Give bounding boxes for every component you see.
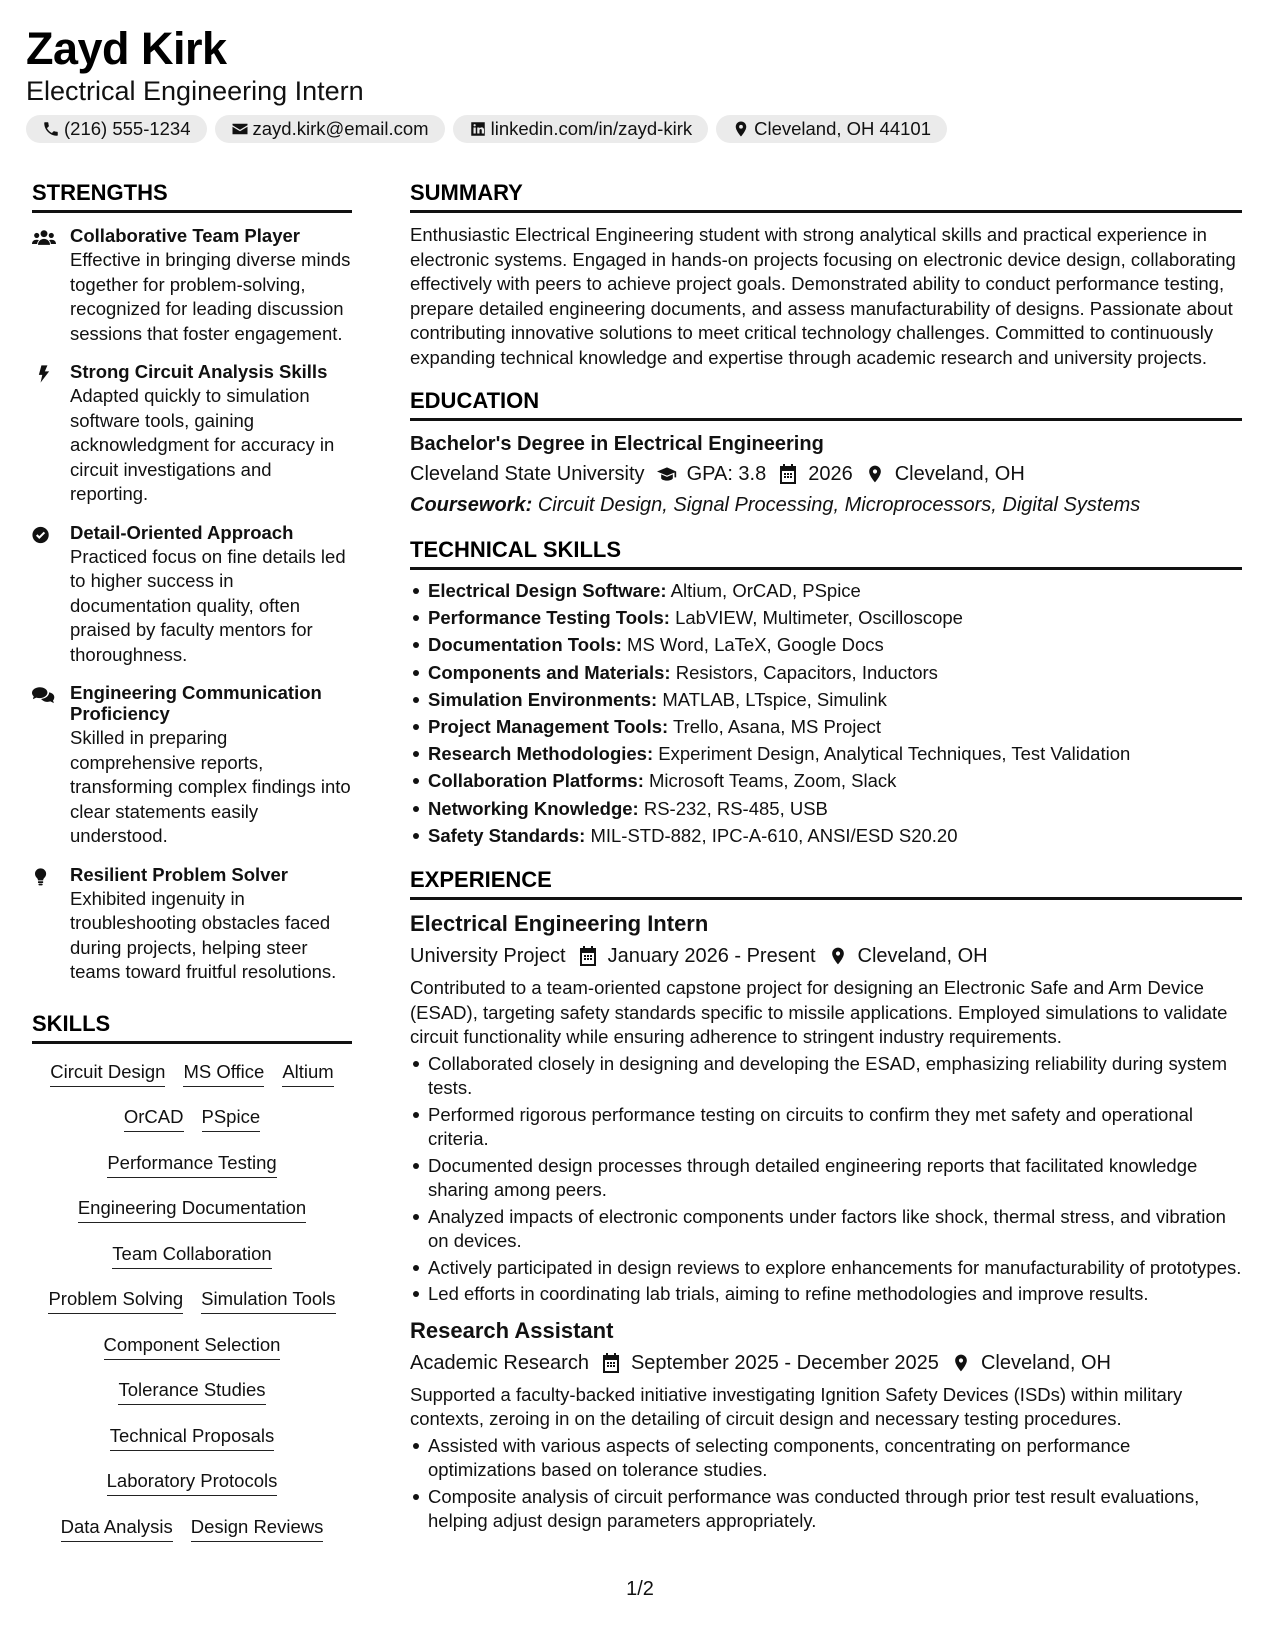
job-meta [410,1349,1242,1377]
tech-skill-item [410,577,1242,604]
job-bullet: Documented design processes through detailed engineering reports that facilitated knowledge sharing among peers. [410,1154,1242,1203]
job-location: Cleveland, OH [857,945,988,968]
right-column [410,180,1242,1536]
job-bullets [410,1434,1242,1534]
skill-chip: Tolerance Studies [118,1379,265,1405]
summary-text: Enthusiastic Electrical Engineering student with strong analytical skills and practical experience in electronic systems. Engaged in hands-on projects focusing on electronic device design, collaborating effectively with peers to achieve project goals. Demonstrated ability to conduct performance testing, prepare detailed engineering documents, and assess manufacturability of designs. Passionate about contributing innovative solutions to meet critical technology challenges. Committed to continuously expanding technical knowledge and expertise through academic research and university projects. [410,224,1236,368]
tech-skill-label: Networking Knowledge: [428,797,639,819]
tech-skill-value: Trello, Asana, MS Project [673,716,882,738]
skill-chip: Performance Testing [107,1152,276,1178]
skill-chip: OrCAD [124,1106,184,1132]
tech-skill-label: Electrical Design Software: [428,580,667,601]
tech-skill-value: RS-232, RS-485, USB [643,797,828,819]
linkedin-icon [469,120,487,138]
strength-desc: Adapted quickly to simulation software tools, gaining acknowledgment for accuracy in circuit investigations and reporting. [70,385,335,504]
strengths-list [32,225,352,985]
resume-header [26,22,1256,143]
tech-skill-label: Project Management Tools: [428,716,669,738]
skills-row [32,1325,352,1371]
tech-skill-item [410,767,1242,794]
technical-skills-list [410,577,1242,849]
job-bullet: Analyzed impacts of electronic components under factors like shock, thermal stress, and vibration on devices. [410,1205,1242,1254]
tech-skill-item [410,740,1242,767]
contact-email [215,115,445,143]
tech-skill-value: Resistors, Capacitors, Inductors [675,661,938,683]
job-bullet: Actively participated in design reviews to explore enhancements for manufacturability of prototypes. [410,1256,1242,1281]
strength-desc: Skilled in preparing comprehensive reports, transforming complex findings into clear statements easily understood. [70,727,351,846]
skill-chip: Technical Proposals [110,1425,275,1451]
skill-chip: Design Reviews [191,1516,324,1542]
tech-skill-item [410,604,1242,631]
strengths-heading: STRENGTHS [32,180,352,213]
education-meta [410,460,1242,488]
page-number: 1/2 [626,1578,654,1600]
job-org: University Project [410,945,566,968]
calendar-icon [578,946,598,966]
tech-skill-value: LabVIEW, Multimeter, Oscilloscope [675,607,963,629]
location-pin-icon [951,1353,971,1373]
technical-skills-heading: TECHNICAL SKILLS [410,537,1242,570]
check-circle-icon [32,525,56,545]
skill-chip: Engineering Documentation [78,1197,306,1223]
strength-desc: Practiced focus on fine details led to higher success in documentation quality, often praised by faculty mentors for thoroughness. [70,545,346,665]
contact-location [716,115,947,143]
job-bullet: Led efforts in coordinating lab trials, aiming to refine methodologies and improve results. [410,1282,1242,1307]
coursework-text: Circuit Design, Signal Processing, Microprocessors, Digital Systems [537,494,1141,516]
job-title: Electrical Engineering Intern [410,911,709,937]
tech-skill-label: Collaboration Platforms: [428,770,644,792]
tech-skill-value: Experiment Design, Analytical Techniques, Test Validation [658,743,1131,765]
location-pin-icon [828,946,848,966]
contact-phone [26,115,207,143]
job-bullet: Composite analysis of circuit performance was conducted through prior test result evaluations, helping adjust design parameters appropriately. [410,1485,1242,1534]
skill-chip: Simulation Tools [201,1288,335,1314]
tech-skill-item [410,631,1242,658]
candidate-name: Zayd Kirk [26,23,227,74]
tech-skill-item [410,795,1242,822]
skills-section [32,1011,352,1553]
comments-icon [32,685,56,705]
skills-heading: SKILLS [32,1011,352,1044]
coursework-label: Coursework: [410,494,533,516]
skill-chip: Circuit Design [50,1061,165,1087]
contact-email-text: zayd.kirk@email.com [252,118,429,139]
calendar-icon [778,464,798,484]
tech-skill-value: MS Word, LaTeX, Google Docs [627,634,884,656]
job-dates: January 2026 - Present [607,945,816,968]
job-org: Academic Research [410,1351,589,1374]
contact-bar [26,115,1256,143]
left-column [32,180,352,1552]
contact-phone-text: (216) 555-1234 [64,118,191,139]
phone-icon [42,120,60,138]
tech-skill-label: Documentation Tools: [428,634,622,656]
job-dates: September 2025 - December 2025 [630,1351,939,1374]
skills-chips [32,1052,352,1553]
tech-skill-value: MIL-STD-882, IPC-A-610, ANSI/ESD S20.20 [590,824,958,846]
strength-title: Engineering Communication Proficiency [70,682,322,724]
skills-row [32,1052,352,1098]
job-description: Supported a faculty-backed initiative investigating Ignition Safety Devices (ISDs) within military contexts, zeroing in on the detailing of circuit design and necessary testing procedures. [410,1383,1183,1430]
skills-row [32,1097,352,1143]
tech-skill-item [410,659,1242,686]
skill-chip: Team Collaboration [112,1243,271,1269]
skill-chip: Data Analysis [61,1516,173,1542]
skills-row [32,1416,352,1462]
strength-item [32,361,352,507]
location-pin-icon [732,120,750,138]
job-bullet: Assisted with various aspects of selecting components, concentrating on performance optimizations based on tolerance studies. [410,1434,1242,1483]
job-bullet: Performed rigorous performance testing on circuits to confirm they met safety and operational criteria. [410,1103,1242,1152]
summary-heading: SUMMARY [410,180,1242,213]
job-bullets [410,1052,1242,1307]
calendar-icon [601,1353,621,1373]
skills-row [32,1461,352,1507]
strength-item [32,864,352,985]
strength-item [32,522,352,668]
strength-title: Resilient Problem Solver [70,863,288,885]
strength-title: Collaborative Team Player [70,225,300,246]
job-description: Contributed to a team-oriented capstone project for designing an Electronic Safe and Arm Device (ESAD), targeting safety standards specific to missile applications. Employed simulations to validate circuit functionality while ensuring adherence to stringent industry requirements. [410,977,1228,1048]
skills-row [32,1143,352,1189]
candidate-title: Electrical Engineering Intern [26,76,364,106]
job-title: Research Assistant [410,1317,614,1343]
strength-item [32,682,352,849]
job-location: Cleveland, OH [980,1351,1111,1374]
tech-skill-value: Microsoft Teams, Zoom, Slack [649,770,897,792]
skill-chip: Problem Solving [48,1288,183,1314]
contact-linkedin-text: linkedin.com/in/zayd-kirk [490,118,693,139]
strength-desc: Effective in bringing diverse minds together for problem-solving, recognized for leading discussion sessions that foster engagement. [70,249,351,344]
skill-chip: Altium [282,1061,333,1087]
strength-title: Strong Circuit Analysis Skills [70,361,328,382]
tech-skill-label: Safety Standards: [428,824,586,846]
tech-skill-label: Components and Materials: [428,661,671,683]
tech-skill-label: Research Methodologies: [428,743,654,765]
users-icon [32,228,56,248]
education-gpa: GPA: 3.8 [686,463,767,485]
tech-skill-value: Altium, OrCAD, PSpice [670,580,861,601]
strength-title: Detail-Oriented Approach [70,521,294,543]
tech-skill-label: Performance Testing Tools: [428,607,670,629]
strength-desc: Exhibited ingenuity in troubleshooting obstacles faced during projects, helping steer teams toward fruitful resolutions. [70,887,337,982]
tech-skill-label: Simulation Environments: [428,688,658,710]
tech-skill-item [410,822,1242,849]
skills-row [32,1234,352,1280]
lightbulb-icon [32,867,56,887]
skills-row [32,1370,352,1416]
education-coursework [410,491,1242,519]
tech-skill-value: MATLAB, LTspice, Simulink [662,688,887,710]
experience-entry [410,910,1242,1307]
skill-chip: Laboratory Protocols [107,1470,278,1496]
strength-item [32,225,352,346]
education-location: Cleveland, OH [894,463,1025,485]
graduation-cap-icon [657,464,677,484]
skill-chip: PSpice [202,1106,261,1132]
skills-row [32,1188,352,1234]
tech-skill-item [410,686,1242,713]
experience-entry [410,1317,1242,1534]
skills-row [32,1279,352,1325]
experience-heading: EXPERIENCE [410,867,1242,900]
skills-row [32,1507,352,1553]
location-pin-icon [865,464,885,484]
education-school: Cleveland State University [410,463,645,485]
skill-chip: MS Office [183,1061,264,1087]
education-year: 2026 [808,463,853,485]
envelope-icon [231,120,249,138]
bolt-icon [32,364,56,384]
skill-chip: Component Selection [104,1334,281,1360]
job-bullet: Collaborated closely in designing and developing the ESAD, emphasizing reliability during system tests. [410,1052,1242,1101]
education-degree: Bachelor's Degree in Electrical Engineering [410,433,824,455]
contact-linkedin [453,115,709,143]
job-meta [410,942,1242,970]
contact-location-text: Cleveland, OH 44101 [754,118,931,139]
education-heading: EDUCATION [410,388,1242,421]
tech-skill-item [410,713,1242,740]
